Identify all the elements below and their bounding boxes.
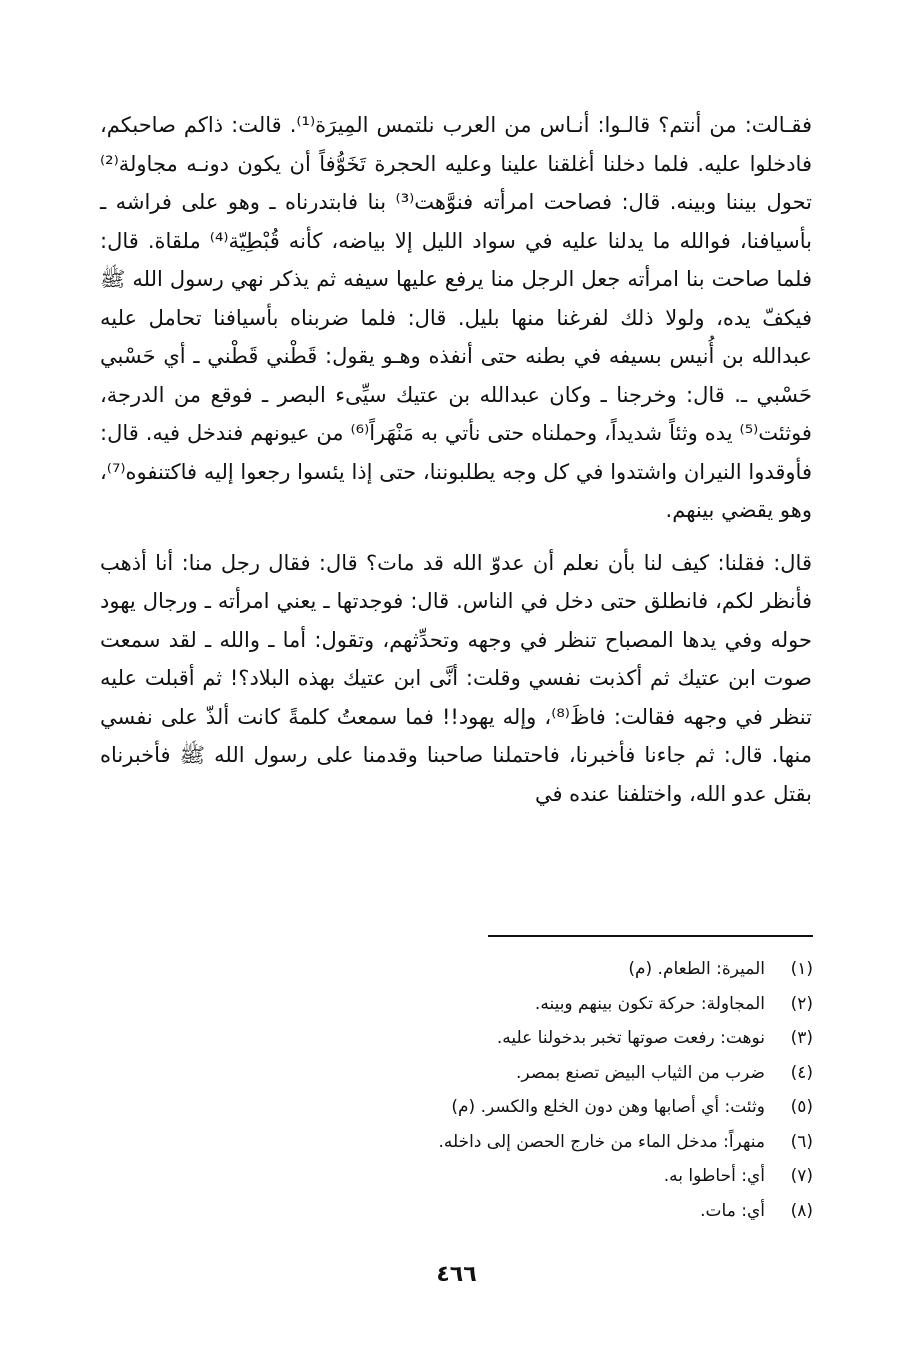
- footnote-number: (١): [790, 959, 813, 979]
- body-paragraph: قال: فقلنا: كيف لنا بأن نعلم أن عدوّ الله قد مات؟ قال: فقال رجل منا: أنا أذهب فأنظر لكم، فانطلق حتى دخل في الناس. قال: فوجدتها ـ يعني امرأته ـ ورجال يهود حوله وفي يدها المصباح تنظر في وجهه وتحدِّثهم، وتقول: أما ـ والله ـ لقد سمعت صوت ابن عتيك ثم أكذبت نفسي وقلت: أنَّى ابن عتيك بهذه البلاد؟! ثم أقبلت عليه تنظر في وجهه فقالت: فاظَ⁽⁸⁾، وإله يهود!! فما سمعتُ كلمةً كانت ألذّ على نفسي منها. قال: ثم جاءنا فأخبرنا، فاحتملنا صاحبنا وقدمنا على رسول الله ﷺ فأخبرناه بقتل عدو الله، واختلفنا عنده في: [100, 550, 812, 806]
- footnote-number: (٢): [790, 993, 813, 1014]
- footnote-text: أي: مات.: [700, 1200, 765, 1221]
- footnote-item: [101, 1159, 813, 1194]
- footnote-text: نوهت: رفعت صوتها تخبر بدخولنا عليه.: [496, 1028, 765, 1048]
- page-body: [100, 106, 812, 813]
- body-paragraph: فقـالت: من أنتم؟ قالـوا: أنـاس من العرب نلتمس المِيرَة⁽¹⁾. قالت: ذاكم صاحبكم، فادخلوا عليه. فلما دخلنا أغلقنا علينا وعليه الحجرة تَخَوُّفاً أن يكون دونـه مجاولة⁽²⁾ تحول بيننا وبينه. قال: فصاحت امرأته فنوَّهت⁽³⁾ بنا فابتدرناه ـ وهو على فراشه ـ بأسيافنا، فوالله ما يدلنا عليه في سواد الليل إلا بياضه، كأنه قُبْطِيّة⁽⁴⁾ ملقاة. قال: فلما صاحت بنا امرأته جعل الرجل منا يرفع عليها سيفه ثم يذكر نهي رسول الله ﷺ فيكفّ يده، ولولا ذلك لفرغنا منها بليل. قال: فلما ضربناه بأسيافنا تحامل عليه عبدالله بن أُنيس بسيفه في بطنه حتى أنفذه وهـو يقول: قَطْني قَطْني ـ أي حَسْبي حَسْبي ـ. قال: وخرجنا ـ وكان عبدالله بن عتيك سيِّىء البصر ـ فوقع من الدرجة، فوثئت⁽⁵⁾ يده وثئاً شديداً، وحملناه حتى نأتي به مَنْهَراً⁽⁶⁾ من عيونهم فندخل فيه. قال: فأوقدوا النيران واشتدوا في كل وجه يطلبوننا، حتى إذا يئسوا رجعوا إليه فاكتنفوه⁽⁷⁾، وهو يقضي بينهم.: [100, 113, 813, 522]
- footnote-text: المجاولة: حركة تكون بينهم وبينه.: [534, 993, 765, 1014]
- footnote-item: [101, 952, 813, 987]
- footnotes-list: [101, 952, 813, 1228]
- footnote-text: ضرب من الثياب البيض تصنع بمصر.: [516, 1062, 765, 1083]
- footnote-text: منهراً: مدخل الماء من خارج الحصن إلى داخله.: [438, 1131, 765, 1152]
- footnote-number: (٧): [790, 1166, 813, 1186]
- footnote-item: [101, 987, 813, 1022]
- page-number: ٤٦٦: [436, 1262, 477, 1287]
- footnote-number: (٦): [790, 1131, 813, 1152]
- footnote-text: الميرة: الطعام. (م): [628, 959, 765, 979]
- footnote-item: [101, 1194, 813, 1229]
- footnote-separator: [488, 935, 813, 937]
- footnote-text: أي: أحاطوا به.: [663, 1166, 765, 1186]
- footnote-text: وثئت: أي أصابها وهن دون الخلع والكسر. (م): [451, 1097, 765, 1117]
- footnote-number: (٣): [790, 1028, 813, 1048]
- footnote-item: [101, 1056, 813, 1091]
- footnote-item: [101, 1090, 813, 1125]
- footnote-item: [101, 1021, 813, 1056]
- footnote-item: [101, 1125, 813, 1160]
- footnote-number: (٥): [790, 1097, 813, 1117]
- footnote-number: (٤): [790, 1062, 813, 1083]
- footnote-number: (٨): [790, 1200, 813, 1221]
